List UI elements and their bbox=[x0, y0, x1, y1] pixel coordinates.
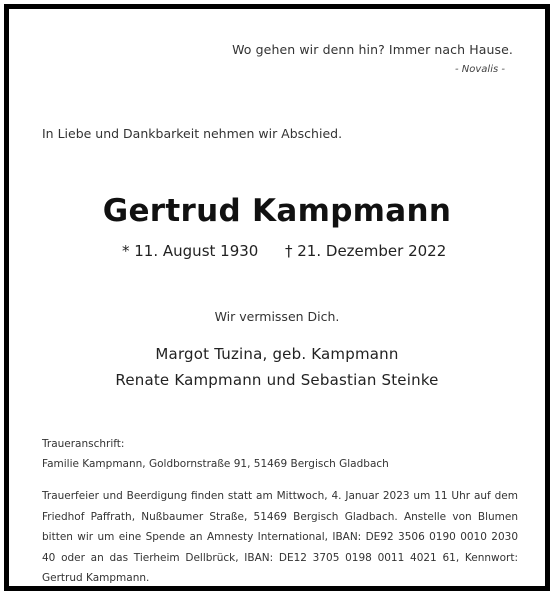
quote-block bbox=[232, 42, 513, 75]
birth-date: * 11. August 1930 bbox=[122, 242, 259, 260]
death-date: † 21. Dezember 2022 bbox=[285, 242, 447, 260]
address-line: Familie Kampmann, Goldbornstraße 91, 51469 Bergisch Gladbach bbox=[42, 458, 389, 470]
mourner-line: Renate Kampmann und Sebastian Steinke bbox=[115, 371, 439, 389]
quote-text: Wo gehen wir denn hin? Immer nach Hause. bbox=[232, 42, 513, 57]
miss-text: Wir vermissen Dich. bbox=[214, 309, 340, 324]
mourner-line: Margot Tuzina, geb. Kampmann bbox=[155, 345, 399, 363]
funeral-notice: Trauerfeier und Beerdigung finden statt am Mittwoch, 4. Januar 2023 um 11 Uhr auf dem Friedhof Paffrath, Nußbaumer Straße, 51469 Bergisch Gladbach. Anstelle von Blumen bitten wir um eine Spende an Amnesty International, IBAN: DE92 3506 0190 0010 2030 40 oder an das Tierheim Dellbrück, IBAN: DE12 3705 0198 0011 4021 61, Kennwort: Gertrud Kampmann. bbox=[42, 490, 518, 584]
intro-text: In Liebe und Dankbarkeit nehmen wir Abschied. bbox=[42, 126, 343, 141]
obituary-frame bbox=[4, 4, 550, 591]
deceased-name: Gertrud Kampmann bbox=[102, 193, 452, 229]
quote-author: - Novalis - bbox=[455, 64, 505, 75]
address-label: Traueranschrift: bbox=[42, 438, 125, 450]
